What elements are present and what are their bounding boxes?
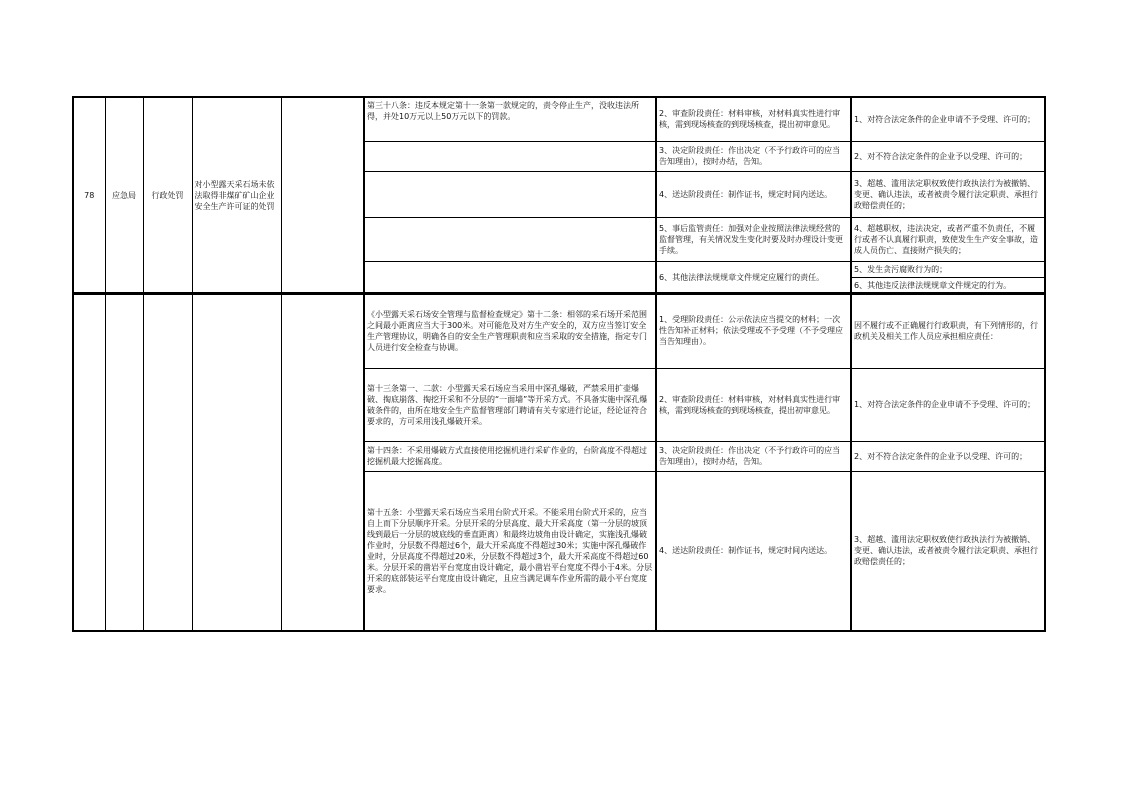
responsibility-cell: 1、受理阶段责任：公示依法应当提交的材料；一次性告知补正材料；依法受理或不予受理（不予受理应当告知理由）。 [656,293,851,368]
accountability-cell: 因不履行或不正确履行行政职责，有下列情形的，行政机关及相关工作人员应承担相应责任： [851,293,1045,368]
accountability-cell: 1、对符合法定条件的企业申请不予受理、许可的； [851,368,1045,441]
item-number: 78 [73,97,105,294]
accountability-cell: 3、超越、滥用法定职权致使行政执法行为被撤销、变更、确认违法，或者被责令履行法定职责、承担行政赔偿责任的； [851,171,1045,217]
responsibility-cell: 3、决定阶段责任：作出决定（不予行政许可的应当告知理由），按时办结，告知。 [656,141,851,171]
department-cell: 应急局 [105,97,143,294]
responsibility-cell: 4、送达阶段责任：制作证书，规定时间内送达。 [656,171,851,217]
responsibility-table-continued [72,292,1046,632]
accountability-cell: 2、对不符合法定条件的企业予以受理、许可的； [851,141,1045,171]
responsibility-table-78 [72,96,1046,295]
legal-basis-cell [364,141,656,171]
power-type-cell: 行政处罚 [143,97,192,294]
accountability-cell: 2、对不符合法定条件的企业予以受理、许可的； [851,441,1045,471]
table-row [73,293,1045,368]
sub-item-cell [281,97,364,294]
sub-item-cell [281,293,364,631]
legal-basis-cell: 第十三条第一、二款：小型露天采石场应当采用中深孔爆破，严禁采用扩壶爆破、掏底崩落、掏挖开采和不分层的“一面墙”等开采方式。不具备实施中深孔爆破条件的，由所在地安全生产监督管理部门聘请有关专家进行论证，经论证符合要求的，方可采用浅孔爆破开采。 [364,368,656,441]
accountability-cell: 4、超越职权，违法决定，或者严重不负责任，不履行或者不认真履行职责，致使发生生产安全事故，造成人员伤亡、直接财产损失的； [851,217,1045,261]
legal-basis-cell [364,217,656,261]
item-number [73,293,105,631]
power-item-name: 对小型露天采石场未依法取得非煤矿矿山企业安全生产许可证的处罚 [192,97,281,294]
legal-basis-cell: 第三十八条：违反本规定第十一条第一款规定的，责令停止生产，没收违法所得，并处10万元以上50万元以下的罚款。 [364,97,656,141]
legal-basis-cell: 第十四条：不采用爆破方式直接使用挖掘机进行采矿作业的，台阶高度不得超过挖掘机最大挖掘高度。 [364,441,656,471]
legal-basis-cell: 第十五条：小型露天采石场应当采用台阶式开采。不能采用台阶式开采的，应当自上而下分层顺序开采。分层开采的分层高度、最大开采高度（第一分层的坡顶线到最后一分层的坡底线的垂直距离）和最终边坡角由设计确定，实施浅孔爆破作业时，分层数不得超过6个，最大开采高度不得超过30米；实施中深孔爆破作业时，分层高度不得超过20米，分层数不得超过3个，最大开采高度不得超过60米。分层开采的凿岩平台宽度由设计确定，最小凿岩平台宽度不得小于4米。分层开采的底部装运平台宽度由设计确定，且应当满足调车作业所需的最小平台宽度要求。 [364,471,656,631]
responsibility-cell: 5、事后监管责任：加强对企业按照法律法规经营的监督管理，有关情况发生变化时要及时办理设计变更手续。 [656,217,851,261]
responsibility-cell: 2、审查阶段责任：材料审核，对材料真实性进行审核，需到现场核查的到现场核查，提出初审意见。 [656,368,851,441]
responsibility-cell: 3、决定阶段责任：作出决定（不予行政许可的应当告知理由），按时办结，告知。 [656,441,851,471]
legal-basis-cell [364,171,656,217]
responsibility-cell: 4、送达阶段责任：制作证书，规定时间内送达。 [656,471,851,631]
power-item-name [192,293,281,631]
power-type-cell [143,293,192,631]
legal-basis-cell: 《小型露天采石场安全管理与监督检查规定》第十二条：相邻的采石场开采范围之间最小距离应当大于300米。对可能危及对方生产安全的，双方应当签订安全生产管理协议，明确各自的安全生产管理职责和应当采取的安全措施，指定专门人员进行安全检查与协调。 [364,293,656,368]
responsibility-cell: 6、其他法律法规规章文件规定应履行的责任。 [656,261,851,294]
responsibility-cell: 2、审查阶段责任：材料审核，对材料真实性进行审核，需到现场核查的到现场核查，提出初审意见。 [656,97,851,141]
accountability-cell: 3、超越、滥用法定职权致使行政执法行为被撤销、变更、确认违法，或者被责令履行法定职责、承担行政赔偿责任的； [851,471,1045,631]
table-row [73,97,1045,141]
accountability-cell: 5、发生贪污腐败行为的； [851,261,1045,277]
accountability-cell: 6、其他违反法律法规规章文件规定的行为。 [851,277,1045,294]
department-cell [105,293,143,631]
accountability-cell: 1、对符合法定条件的企业申请不予受理、许可的； [851,97,1045,141]
legal-basis-cell [364,261,656,294]
